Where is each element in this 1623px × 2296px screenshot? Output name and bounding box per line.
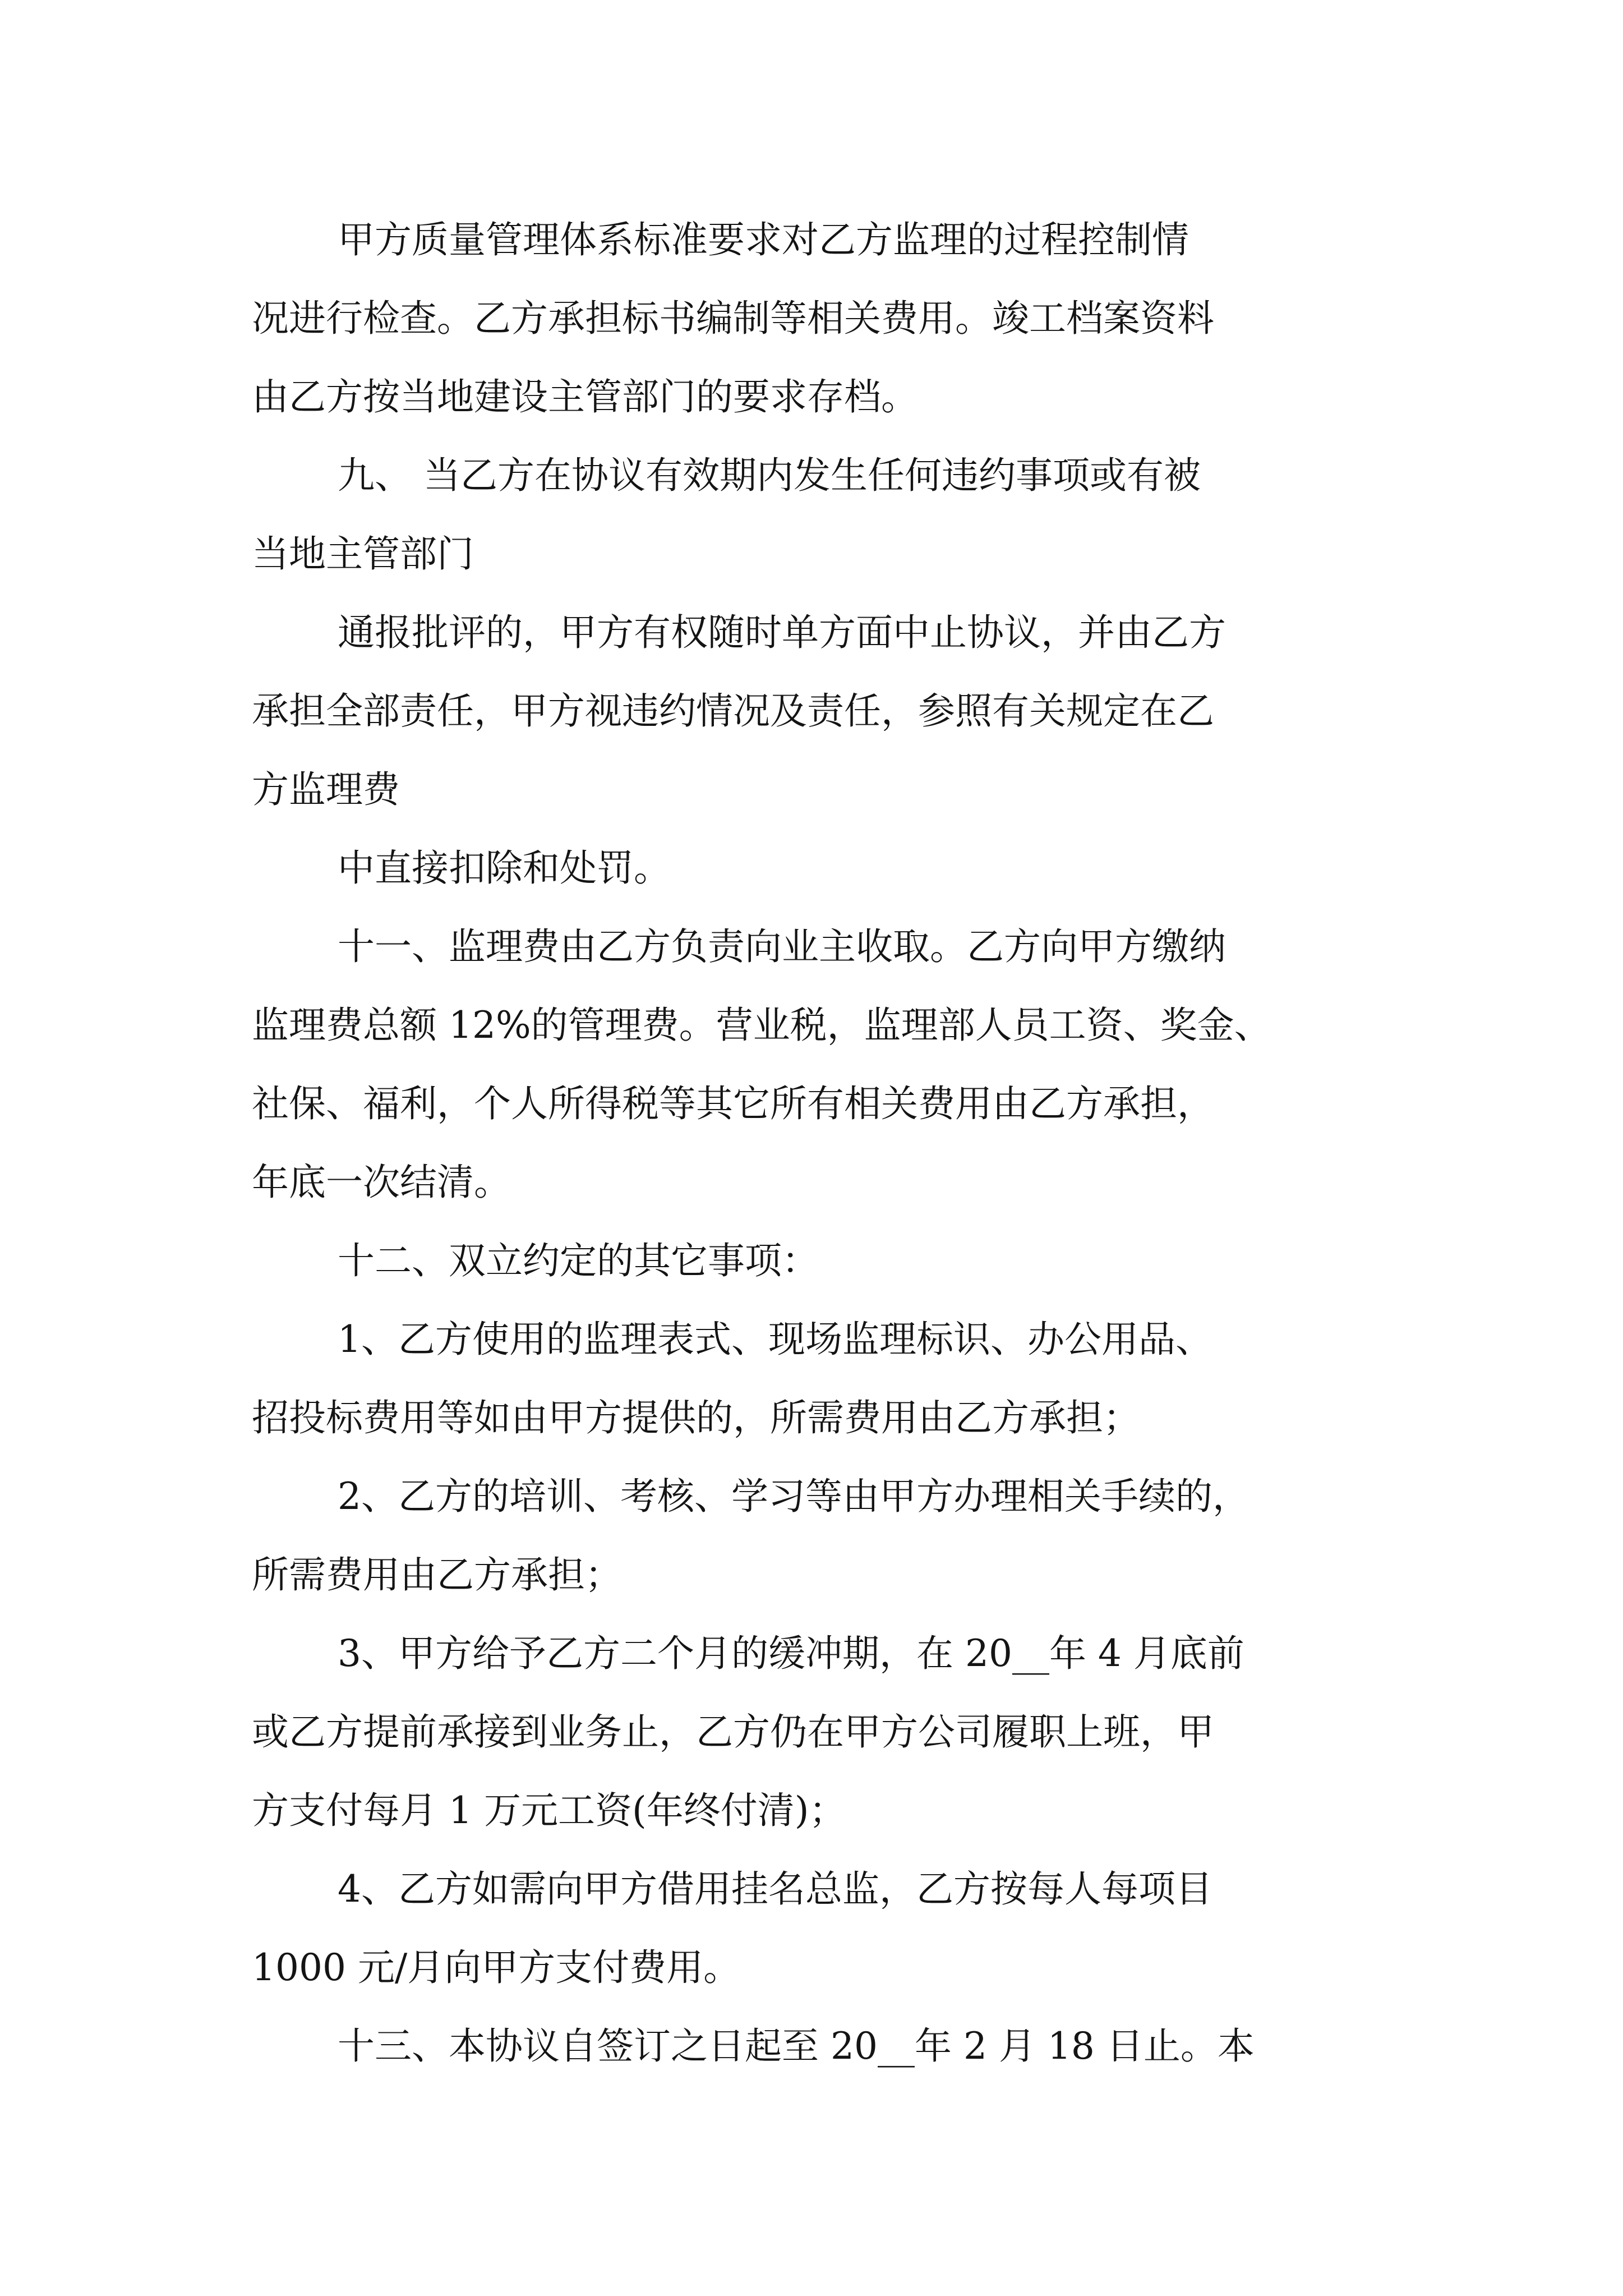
text-line: 当地主管部门 (252, 532, 474, 576)
text-line: 2、乙方的培训、考核、学习等由甲方办理相关手续的， (338, 1475, 1249, 1518)
text-line: 4、乙方如需向甲方借用挂名总监，乙方按每人每项目 (338, 1867, 1212, 1911)
text-line: 方监理费 (252, 768, 400, 811)
text-line: 年底一次结清。 (252, 1161, 511, 1204)
text-line: 3、甲方给予乙方二个月的缓冲期，在 20__年 4 月底前 (338, 1632, 1244, 1675)
text-line: 社保、福利，个人所得税等其它所有相关费用由乙方承担， (252, 1082, 1214, 1125)
text-line: 况进行检查。乙方承担标书编制等相关费用。竣工档案资料 (252, 297, 1214, 340)
text-line: 1000 元/月向甲方支付费用。 (252, 1946, 741, 1989)
text-line: 监理费总额 12%的管理费。营业税，监理部人员工资、奖金、 (252, 1004, 1271, 1047)
text-line: 九、 当乙方在协议有效期内发生任何违约事项或有被 (338, 454, 1201, 497)
text-line: 通报批评的，甲方有权随时单方面中止协议，并由乙方 (338, 611, 1226, 654)
text-line: 承担全部责任，甲方视违约情况及责任，参照有关规定在乙 (252, 689, 1214, 733)
text-line: 十二、双立约定的其它事项： (338, 1239, 819, 1282)
text-line: 十一、监理费由乙方负责向业主收取。乙方向甲方缴纳 (338, 925, 1226, 968)
text-line: 1、乙方使用的监理表式、现场监理标识、办公用品、 (338, 1318, 1212, 1361)
text-line: 或乙方提前承接到业务止，乙方仍在甲方公司履职上班，甲 (252, 1710, 1214, 1754)
text-line: 招投标费用等如由甲方提供的，所需费用由乙方承担； (252, 1396, 1140, 1439)
text-line: 中直接扣除和处罚。 (338, 846, 671, 890)
text-line: 十三、本协议自签订之日起至 20__年 2 月 18 日止。本 (338, 2024, 1255, 2068)
text-line: 方支付每月 1 万元工资(年终付清)； (252, 1789, 846, 1832)
text-line: 甲方质量管理体系标准要求对乙方监理的过程控制情 (338, 218, 1189, 261)
text-line: 所需费用由乙方承担； (252, 1553, 622, 1596)
text-line: 由乙方按当地建设主管部门的要求存档。 (252, 375, 918, 418)
